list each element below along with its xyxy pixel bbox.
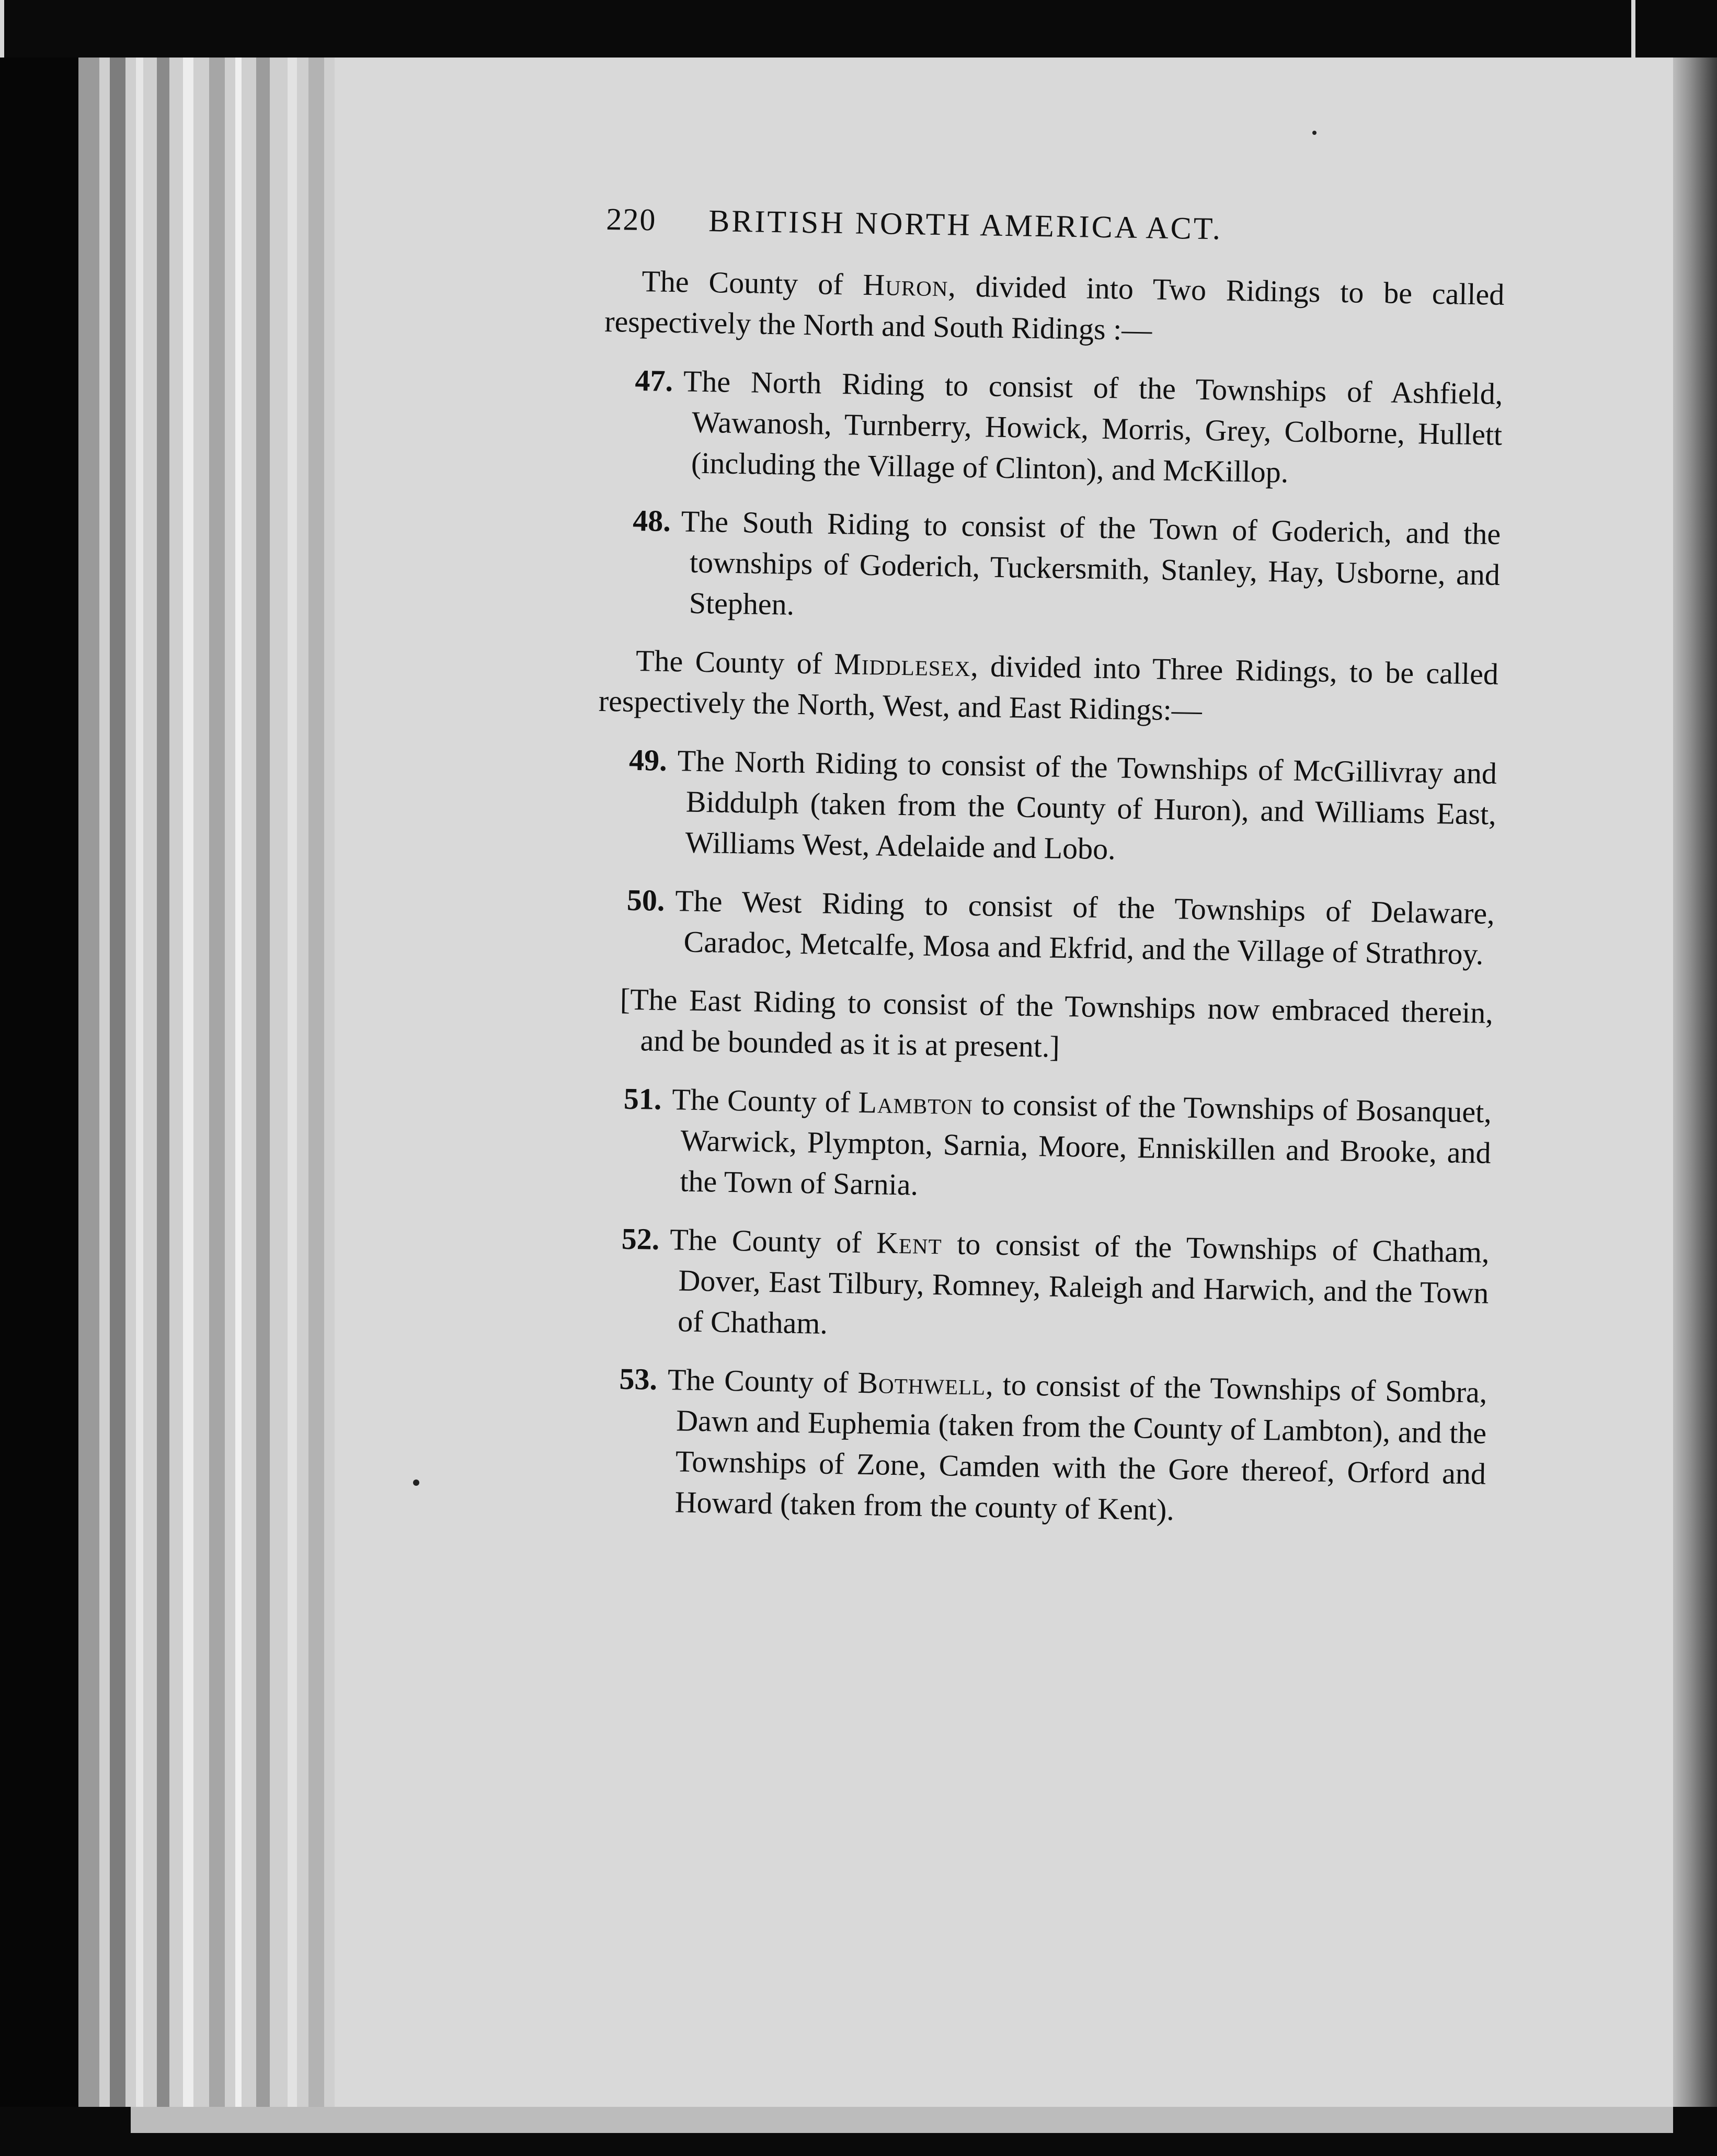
page-right-edge [1673,58,1717,2107]
page-number: 220 [605,201,657,237]
section-number: 48. [632,503,671,538]
book-page [335,58,1673,2107]
middlesex-intro: The County of Middlesex, divided into Three Ridings, to be called respectively the North, West, and East Ridings:— [598,643,1499,728]
section-number: 50. [626,882,665,918]
running-head [606,199,1506,254]
page-bottom-edge [131,2107,1673,2133]
section-53: 53. The County of Bothwell, to consist of the Townships of Sombra, Dawn and Euphemia (taken from the County of Lambton), and the Townships of Zone, Camden with the Gore thereof, Orford and Howard (taken from the county of Kent). [619,1361,1487,1527]
section-number: 47. [635,363,673,398]
section-number: 49. [628,742,668,777]
huron-intro: The County of Huron, divided into Two Ridings to be called respectively the North and South Ridings :— [604,264,1505,347]
scan-frame-top [0,0,1717,58]
top-edge-line [0,0,4,58]
dust-speck [1312,131,1317,135]
county-name: Kent [876,1225,943,1261]
county-name: Middlesex [833,646,971,683]
top-edge-line-right [1631,0,1635,58]
section-number: 53. [619,1361,658,1396]
page-stack-edges [78,58,340,2107]
dust-speck [413,1480,419,1486]
running-head-title: BRITISH NORTH AMERICA ACT. [708,203,1223,246]
east-riding-note: [The East Riding to consist of the Townships now embraced therein, and be bounded as it is at present.] [620,982,1494,1064]
section-51: 51. The County of Lambton to consist of the Townships of Bosanquet, Warwick, Plympton, Sarnia, Moore, Enniskillen and Brooke, and the Town of Sarnia. [623,1081,1492,1202]
section-number: 51. [623,1081,662,1116]
section-47: 47. The North Riding to consist of the Townships of Ashfield, Wawanosh, Turnberry, Howick, Morris, Grey, Colborne, Hullett (including the Village of Clinton), and McKillop. [635,363,1503,489]
section-49: 49. The North Riding to consist of the Townships of McGillivray and Biddulph (taken from the County of Huron), and Williams East, Williams West, Adelaide and Lobo. [628,742,1497,866]
section-number: 52. [621,1221,660,1256]
county-name: Huron [862,267,949,303]
county-name: Lambton [858,1085,974,1121]
section-52: 52. The County of Kent to consist of the Townships of Chatham, Dover, East Tilbury, Romney, Raleigh and Harwich, and the Town of Chatham. [621,1221,1490,1340]
county-name: Bothwell [857,1365,986,1402]
section-50: 50. The West Riding to consist of the Townships of Delaware, Caradoc, Metcalfe, Mosa and Ekfrid, and the Village of Strathroy. [626,882,1495,971]
section-48: 48. The South Riding to consist of the Town of Goderich, and the townships of Goderich, Tuckersmith, Stanley, Hay, Usborne, and Stephen. [632,503,1501,622]
page-text [586,199,1506,1553]
